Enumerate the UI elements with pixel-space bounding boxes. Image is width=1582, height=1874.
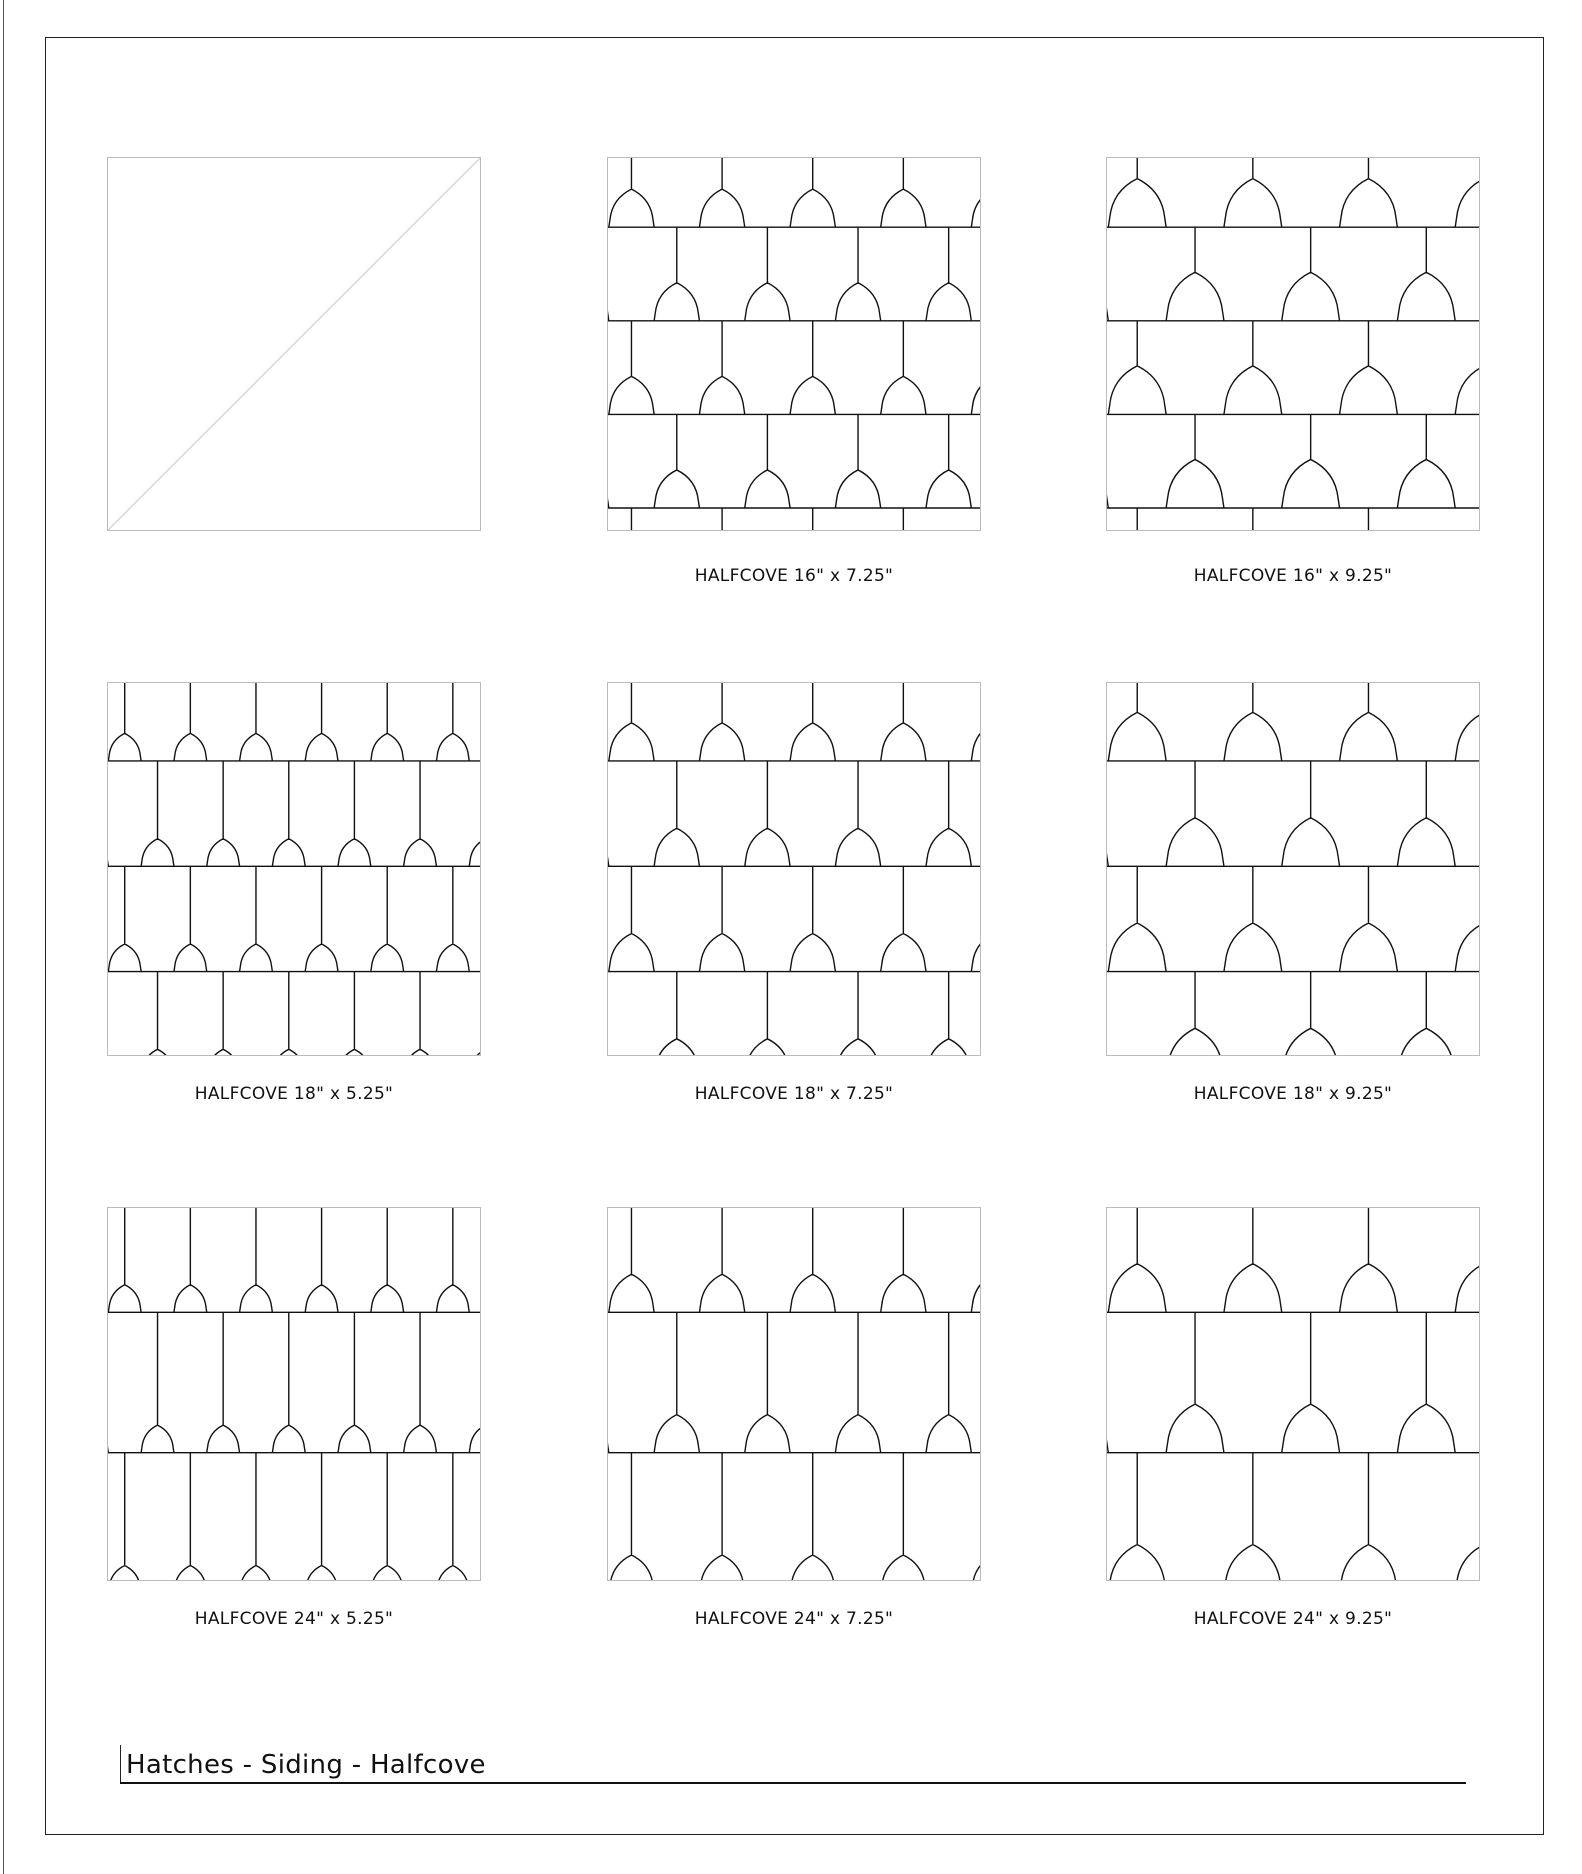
halfcove-pattern [607, 157, 981, 531]
sheet-title: Hatches - Siding - Halfcove [126, 1750, 486, 1780]
blank-hatch-panel [107, 157, 481, 531]
page-edge-line [3, 0, 4, 1874]
halfcove-hatch-panel [1106, 157, 1480, 531]
panel-border [108, 1208, 481, 1581]
panel-border [1107, 158, 1480, 531]
panel-border [608, 158, 981, 531]
halfcove-hatch-panel [607, 682, 981, 1056]
halfcove-hatch-panel [1106, 682, 1480, 1056]
halfcove-pattern [1106, 157, 1480, 531]
halfcove-hatch-panel [1106, 1207, 1480, 1581]
halfcove-pattern [107, 682, 481, 1056]
halfcove-hatch-panel [607, 1207, 981, 1581]
hatch-label: HALFCOVE 18" x 9.25" [1193, 1084, 1393, 1104]
halfcove-hatch-panel [107, 682, 481, 1056]
panel-border [608, 1208, 981, 1581]
halfcove-pattern [607, 682, 981, 1056]
hatch-label: HALFCOVE 16" x 7.25" [694, 566, 894, 586]
title-underline [120, 1782, 1466, 1784]
halfcove-pattern [1106, 682, 1480, 1056]
hatch-label: HALFCOVE 24" x 7.25" [694, 1609, 894, 1629]
halfcove-pattern [607, 1207, 981, 1581]
halfcove-pattern [107, 1207, 481, 1581]
panel-border [108, 683, 481, 1056]
halfcove-pattern [1106, 1207, 1480, 1581]
diagonal-line [107, 157, 481, 531]
hatch-label: HALFCOVE 16" x 9.25" [1193, 566, 1393, 586]
hatch-label: HALFCOVE 24" x 5.25" [194, 1609, 394, 1629]
halfcove-hatch-panel [107, 1207, 481, 1581]
halfcove-hatch-panel [607, 157, 981, 531]
hatch-label: HALFCOVE 18" x 7.25" [694, 1084, 894, 1104]
panel-border [1107, 1208, 1480, 1581]
hatch-label: HALFCOVE 24" x 9.25" [1193, 1609, 1393, 1629]
panel-border [608, 683, 981, 1056]
hatch-label: HALFCOVE 18" x 5.25" [194, 1084, 394, 1104]
title-block-divider [120, 1745, 121, 1783]
